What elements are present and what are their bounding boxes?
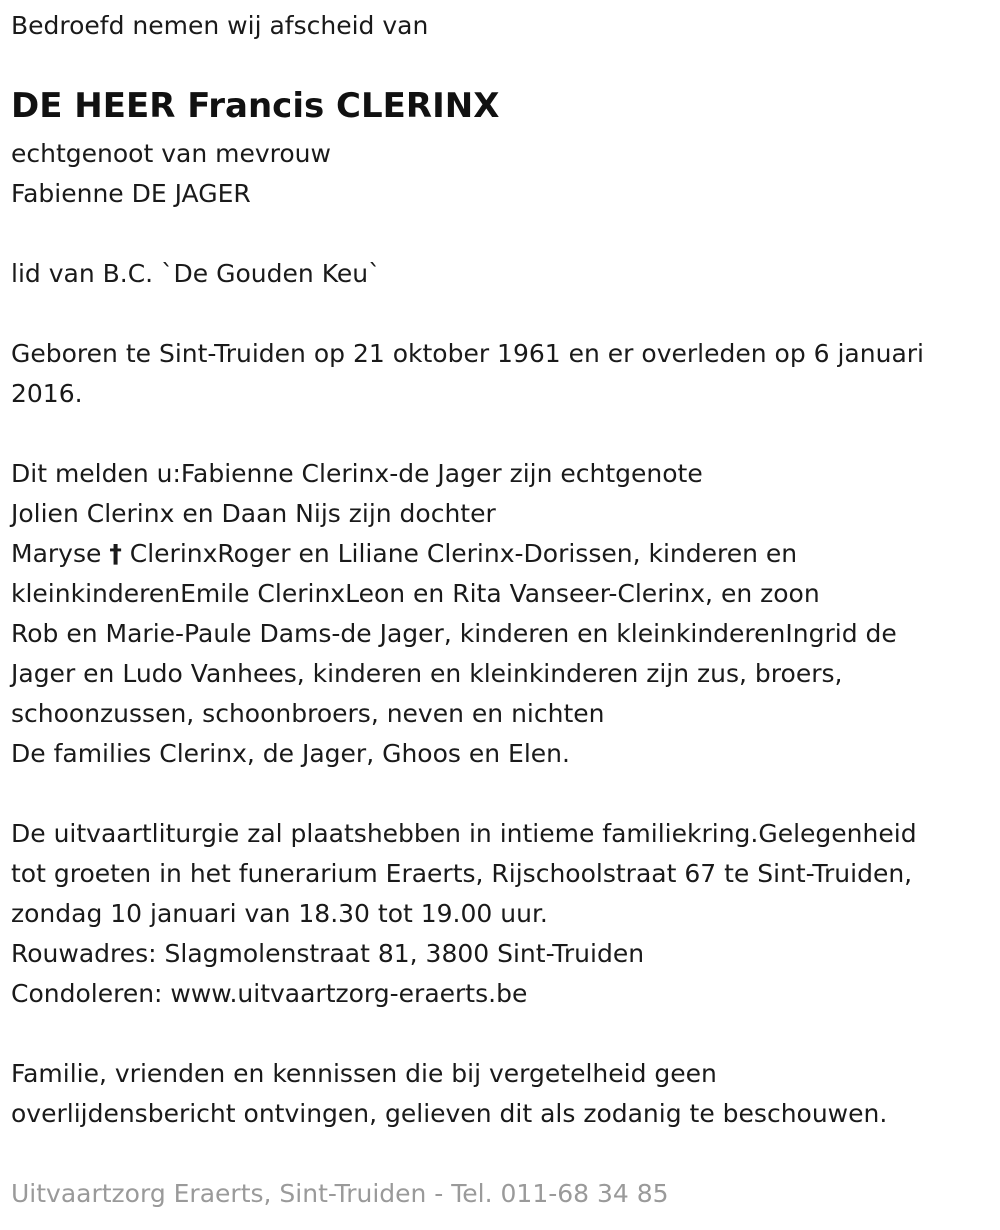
birth-death-line-2: 2016.	[11, 379, 83, 408]
footer-block	[11, 1174, 669, 1214]
funeral-line-3: zondag 10 januari van 18.30 tot 19.00 uur.	[11, 899, 548, 928]
footer-text: Uitvaartzorg Eraerts, Sint-Truiden - Tel. 011-68 34 85	[11, 1179, 669, 1208]
membership-block	[11, 254, 381, 294]
funeral-line-1: De uitvaartliturgie zal plaatshebben in intieme familiekring.Gelegenheid	[11, 819, 917, 848]
cross-icon: †	[109, 539, 122, 568]
family-line-8: De families Clerinx, de Jager, Ghoos en Elen.	[11, 739, 570, 768]
notice-line-1: Familie, vrienden en kennissen die bij vergetelheid geen	[11, 1059, 717, 1088]
birth-death-line-1: Geboren te Sint-Truiden op 21 oktober 1961 en er overleden op 6 januari	[11, 339, 924, 368]
spouse-block	[11, 134, 331, 214]
notice-line-2: overlijdensbericht ontvingen, gelieven dit als zodanig te beschouwen.	[11, 1099, 888, 1128]
family-line-3-post: ClerinxRoger en Liliane Clerinx-Dorissen, kinderen en	[121, 539, 798, 568]
funeral-block	[11, 814, 917, 1014]
membership-line: lid van B.C. `De Gouden Keu`	[11, 259, 381, 288]
spouse-line-1: echtgenoot van mevrouw	[11, 139, 331, 168]
family-line-1: Dit melden u:Fabienne Clerinx-de Jager zijn echtgenote	[11, 459, 703, 488]
family-line-2: Jolien Clerinx en Daan Nijs zijn dochter	[11, 499, 496, 528]
birth-death-block	[11, 334, 924, 414]
spouse-line-2: Fabienne DE JAGER	[11, 179, 251, 208]
deceased-name: DE HEER Francis CLERINX	[11, 86, 500, 126]
funeral-line-2: tot groeten in het funerarium Eraerts, Rijschoolstraat 67 te Sint-Truiden,	[11, 859, 913, 888]
family-line-7: schoonzussen, schoonbroers, neven en nichten	[11, 699, 605, 728]
family-line-3-pre: Maryse	[11, 539, 110, 568]
family-block	[11, 454, 897, 774]
condolence-link[interactable]: Condoleren: www.uitvaartzorg-eraerts.be	[11, 979, 528, 1008]
notice-block	[11, 1054, 887, 1134]
mourning-address: Rouwadres: Slagmolenstraat 81, 3800 Sint-Truiden	[11, 939, 645, 968]
intro-text: Bedroefd nemen wij afscheid van	[11, 11, 429, 40]
family-line-3	[11, 534, 897, 574]
family-line-6: Jager en Ludo Vanhees, kinderen en kleinkinderen zijn zus, broers,	[11, 659, 843, 688]
family-line-5: Rob en Marie-Paule Dams-de Jager, kinderen en kleinkinderenIngrid de	[11, 619, 897, 648]
family-line-4: kleinkinderenEmile ClerinxLeon en Rita Vanseer-Clerinx, en zoon	[11, 579, 820, 608]
